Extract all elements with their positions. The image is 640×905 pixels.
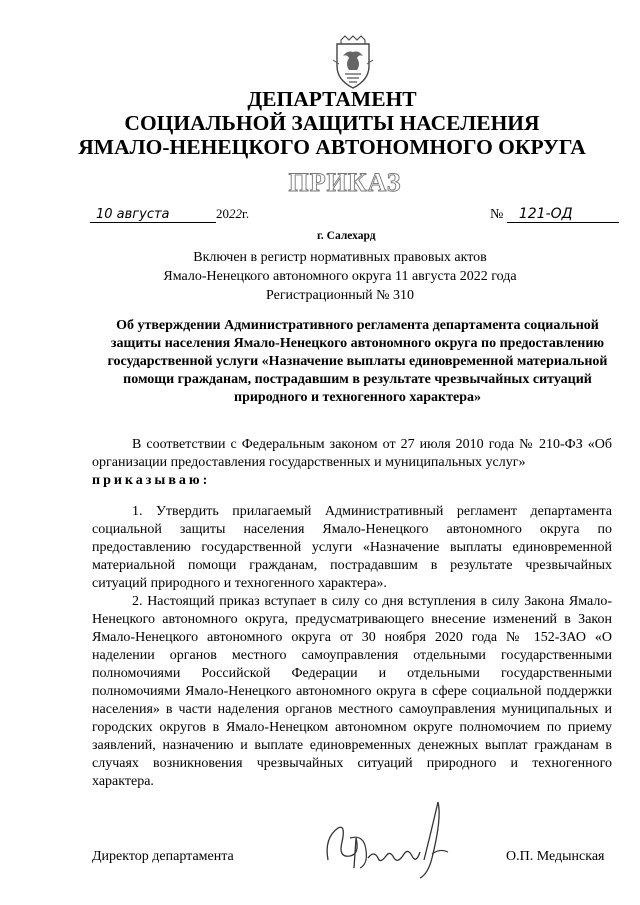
organization-line-3: ЯМАЛО-НЕНЕЦКОГО АВТОНОМНОГО ОКРУГА (78, 135, 586, 159)
item-2-paragraph: 2. Настоящий приказ вступает в силу со дня вступления в силу Закона Ямало-Ненецкого автономного округа, предусматривающего внесение изменений в Закон Ямало-Ненецкого автономного округа от 30 ноября 2020 года № 152-ЗАО «О наделении органов местного самоуправления отдельными государственными полномочиями Российской Федерации и отдельными государственными полномочиями Ямало-Ненецкого автономного округа в сфере социальной поддержки населения» в части наделения органов местного самоуправления муниципальных и городских округов в Ямало-Ненецком автономном округе полномочием по приему заявлений, назначению и выплате единовременных денежных выплат гражданам в случаях возникновения чрезвычайных ситуаций природного и техногенного характера. (92, 594, 612, 789)
order-subject: Об утверждении Административного регламента департамента социальной защиты населения Ямало-Ненецкого автономного округа по предоставлению государственной услуги «Назначение выплаты единовременной материальной помощи гражданам, пострадавшим в результате чрезвычайных ситуаций природного и техногенного характера» (107, 318, 608, 405)
intro-paragraph: В соответствии с Федеральным законом от 27 июля 2010 года № 210-ФЗ «Об организации предоставления государственных и муниципальных услуг» (92, 437, 612, 470)
signatory-position: Директор департамента (92, 849, 234, 864)
organization-line-1: ДЕПАРТАМЕНТ (247, 87, 417, 111)
number-handwritten: 121-ОД (507, 206, 619, 223)
year-prefix: 20 (216, 206, 229, 221)
decree-word: приказываю: (92, 473, 211, 488)
document-type: ПРИКАЗ (288, 168, 402, 197)
signatory-name: О.П. Медынская (506, 849, 605, 864)
registration-line-1: Включен в регистр нормативных правовых актов (193, 250, 487, 265)
yamal-emblem-icon (331, 34, 375, 90)
organization-line-2: СОЦИАЛЬНОЙ ЗАЩИТЫ НАСЕЛЕНИЯ (124, 111, 540, 135)
number-symbol: № (490, 207, 504, 222)
year-suffix: г. (242, 206, 250, 221)
order-number (490, 206, 619, 223)
item-1-paragraph: 1. Утвердить прилагаемый Административный регламент департамента социальной защиты населения Ямало-Ненецкого автономного округа по предоставлению государственной услуги «Назначение выплаты единовременной материальной помощи гражданам, пострадавшим в результате чрезвычайных ситуаций природного и техногенного характера». (92, 504, 612, 591)
city: г. Салехард (317, 230, 376, 242)
date-handwritten: 10 августа (90, 207, 216, 223)
handwritten-signature (320, 798, 460, 888)
registration-line-3: Регистрационный № 310 (266, 288, 414, 303)
registration-line-2: Ямало-Ненецкого автономного округа 11 августа 2022 года (163, 269, 517, 284)
order-date (90, 206, 249, 223)
year-handwritten: 22 (229, 206, 242, 221)
